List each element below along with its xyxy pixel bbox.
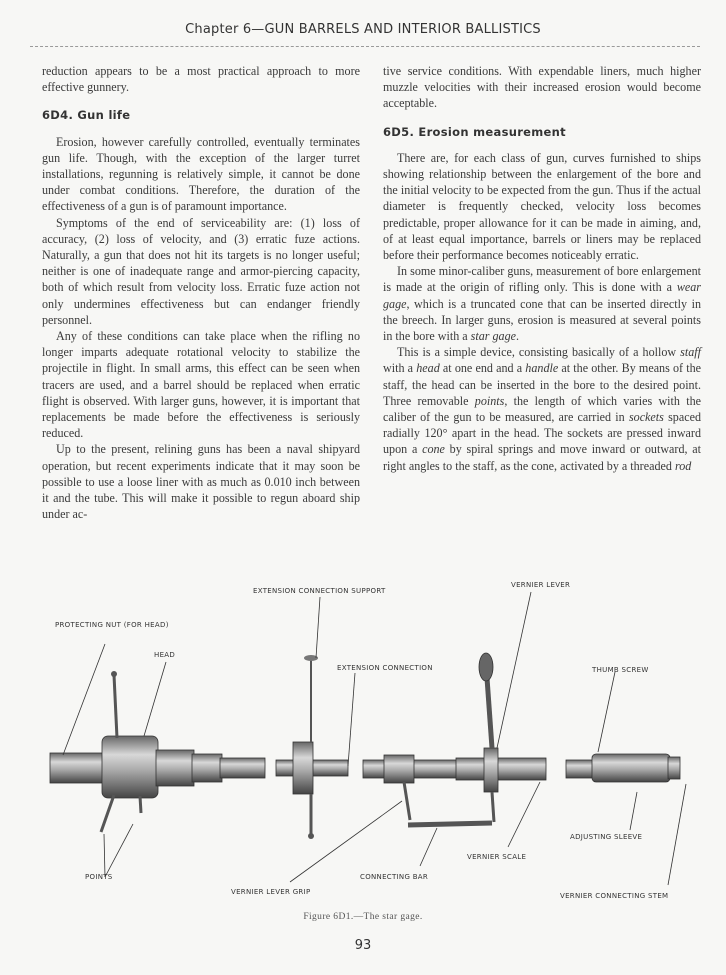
label-vernier-lever: VERNIER LEVER <box>511 581 571 589</box>
paragraph: Up to the present, relining guns has been a naval shipyard operation, but recent experiments indicate that it may soon be possible to use a loose liner with as much as 0.010 inch between it and the tube. This will make it possible to regun aboard ship under ac- <box>42 442 360 522</box>
label-points: POINTS <box>85 873 113 881</box>
label-vernier-connecting-stem: VERNIER CONNECTING STEM <box>560 892 669 900</box>
paragraph: tive service conditions. With expendable liners, much higher muzzle velocities with their increased erosion would become acceptable. <box>383 64 701 111</box>
paragraph: reduction appears to be a most practical approach to more effective gunnery. <box>42 64 360 95</box>
text-run: spaced radially 120° apart in the head. The sockets are pressed inward upon a <box>383 410 701 457</box>
text-run: . <box>516 329 520 344</box>
right-column <box>383 63 701 474</box>
text-run: at the other. By means of the staff, the head can be inserted in the bore to the desired point. Three removable <box>383 361 702 408</box>
paragraph <box>383 263 701 344</box>
star-gage-figure <box>0 570 726 910</box>
paragraph <box>383 344 701 474</box>
label-vernier-scale: VERNIER SCALE <box>467 853 527 861</box>
running-header: Chapter 6—GUN BARRELS AND INTERIOR BALLISTICS <box>185 22 541 37</box>
page-number: 93 <box>354 938 372 953</box>
label-adjusting-sleeve: ADJUSTING SLEEVE <box>570 833 643 841</box>
figure-caption: Figure 6D1.—The star gage. <box>303 912 423 922</box>
paragraph: Symptoms of the end of serviceability are: (1) loss of accuracy, (2) loss of velocity, and (3) erratic fuze actions. Naturally, a gun that does not hit its targets is no longer useful; neither is one of inadequate range and armor-piercing capacity, both of which result from velocity loss. Erratic fuze action not only undermines effectiveness but can endanger friendly personnel. <box>42 215 360 327</box>
section-heading-6d5: 6D5. Erosion measurement <box>383 124 566 139</box>
emphasis: wear gage <box>383 280 701 311</box>
emphasis: cone <box>422 442 445 457</box>
emphasis: handle <box>525 361 559 376</box>
emphasis: head <box>416 361 440 376</box>
text-run: by spiral springs and move inward or outward, at right angles to the staff, as the cone, activated by a threaded <box>383 442 701 473</box>
emphasis: rod <box>674 458 692 473</box>
label-extension-connection-support: EXTENSION CONNECTION SUPPORT <box>253 587 386 595</box>
label-head: HEAD <box>154 651 176 659</box>
emphasis: star gage <box>470 329 517 344</box>
emphasis: staff <box>680 345 701 360</box>
left-column <box>42 63 360 522</box>
header-rule <box>30 46 700 48</box>
label-protecting-nut: PROTECTING NUT (FOR HEAD) <box>55 621 169 629</box>
text-run: This is a simple device, consisting basically of a hollow <box>397 345 681 360</box>
text-run: In some minor-caliber guns, measurement of bore enlargement is made at the origin of rifling only. This is done with a <box>383 264 701 295</box>
label-thumb-screw: THUMB SCREW <box>592 666 649 674</box>
text-run: , which is a truncated cone that can be inserted directly in the breech. In larger guns, erosion is measured at several points in the bore with a <box>383 296 701 344</box>
label-vernier-lever-grip: VERNIER LEVER GRIP <box>231 888 311 896</box>
emphasis: sockets <box>628 410 664 425</box>
paragraph: Any of these conditions can take place when the rifling no longer imparts adequate rotational velocity to stabilize the projectile in flight. In small arms, this effect can be seen when tracers are used, and a barrel should be replaced when erratic flight is observed. With larger guns, however, it is important that replacements be made before the effectiveness is seriously reduced. <box>42 329 360 441</box>
section-heading-6d4: 6D4. Gun life <box>42 108 131 123</box>
text-run: with a <box>383 361 417 376</box>
text-run: at one end and a <box>439 361 526 376</box>
text-run: , the length of which varies with the caliber of the gun to be measured, are carried in <box>383 393 701 425</box>
label-connecting-bar: CONNECTING BAR <box>360 873 429 881</box>
label-extension-connection: EXTENSION CONNECTION <box>337 664 433 672</box>
emphasis: points <box>474 393 505 408</box>
paragraph: Erosion, however carefully controlled, eventually terminates gun life. Though, with the exception of the larger turret installations, regunning is relatively simple, it cannot be done under combat conditions. Therefore, the duration of the effectiveness of a gun is of paramount importance. <box>42 134 360 214</box>
paragraph: There are, for each class of gun, curves furnished to ships showing relationship between the enlargement of the bore and the initial velocity to be expected from the gun. Thus if the actual diameter is frequently checked, velocity loss becomes predictable, proper allowance for it can be made in aiming, and, of at least equal importance, barrels or liners may be replaced before their performance becomes noticeably erratic. <box>383 150 701 263</box>
